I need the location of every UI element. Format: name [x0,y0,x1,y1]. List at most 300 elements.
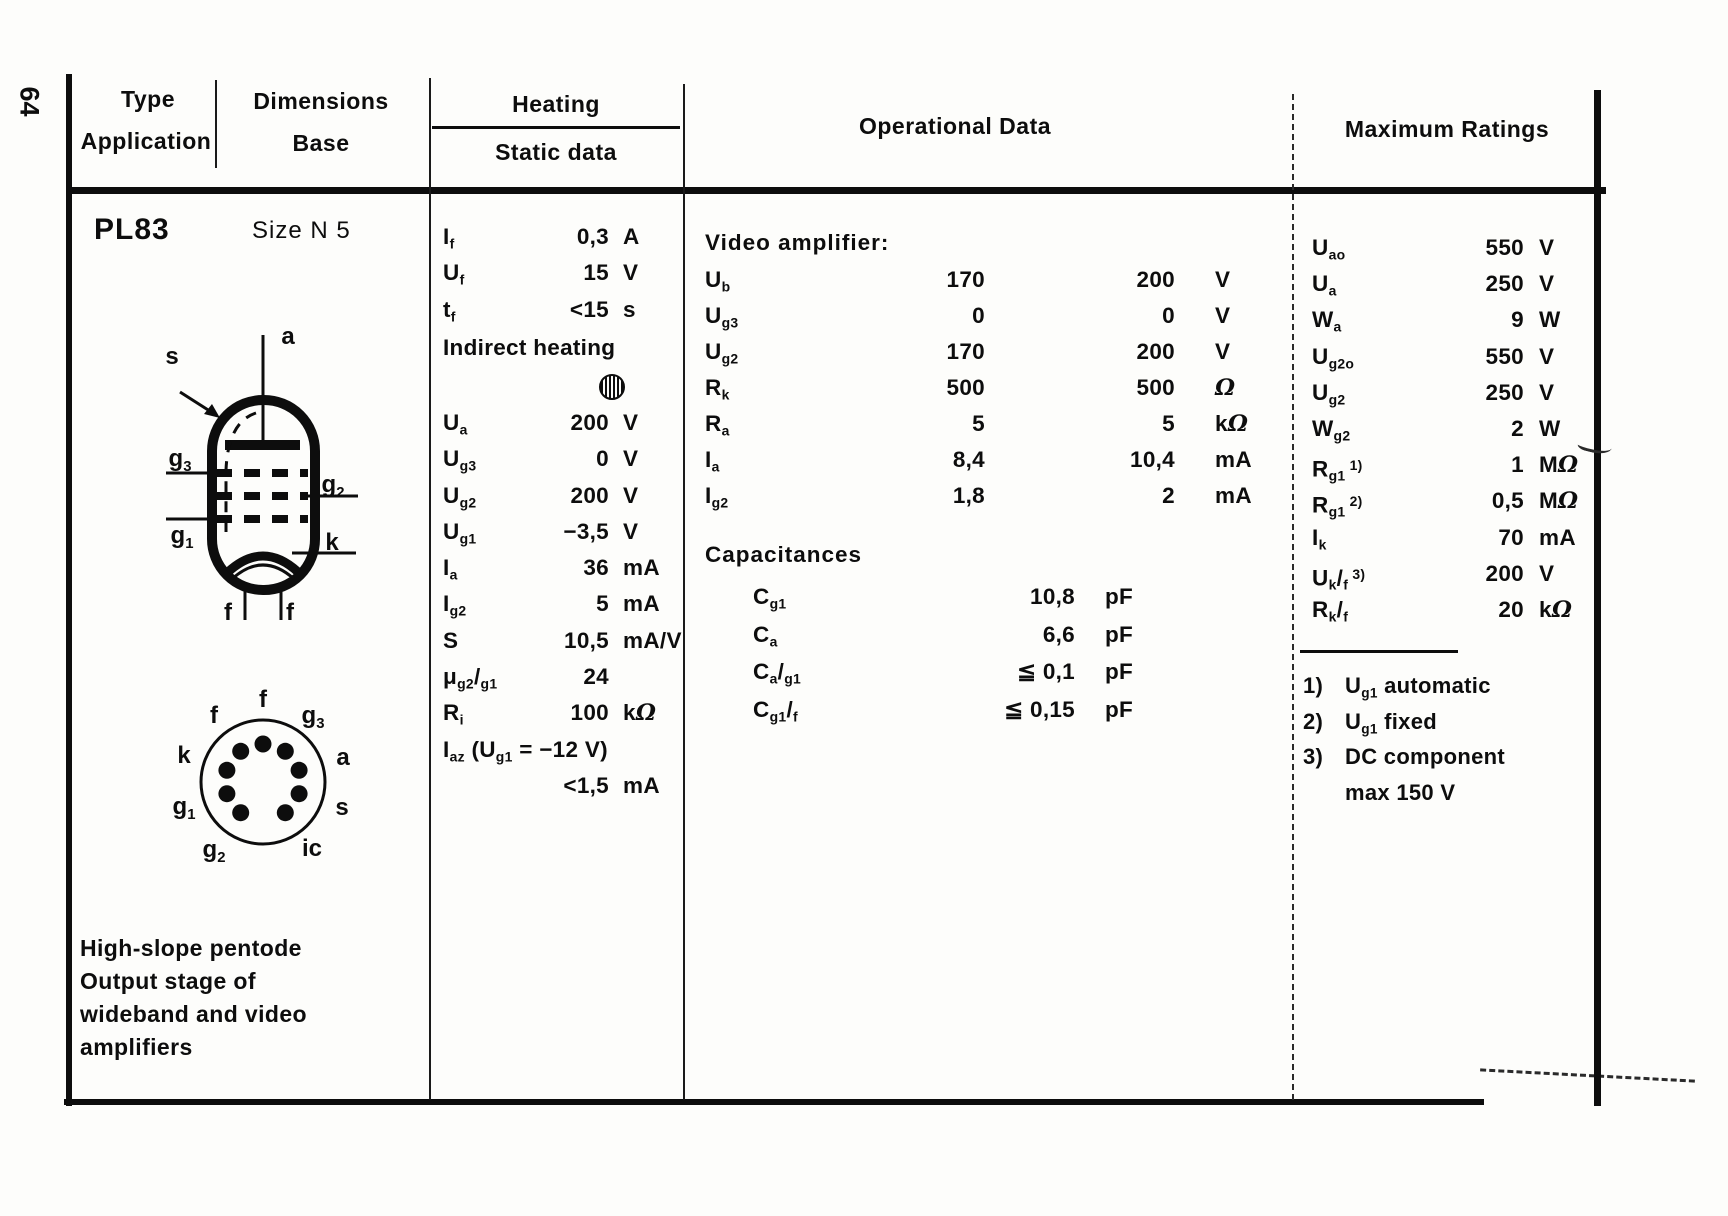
label-segment: / [473,664,481,690]
unit-char: m [623,772,644,798]
label-segment: U [443,518,460,544]
label-segment: U [1312,379,1329,405]
label-segment: f [450,308,456,325]
unit-char: W [1539,307,1561,333]
label-segment: f [449,235,455,252]
param-unit [1175,406,1248,442]
label-segment: U [443,482,460,508]
label-segment: f [210,702,218,729]
unit-char: F [1119,621,1134,647]
tube-size: Size N 5 [252,217,351,244]
unit-char: V [1215,303,1231,328]
unit-char: m [623,591,644,617]
pin-label-p7 [177,742,190,770]
label-segment: a [769,632,778,649]
param-value-condition1: 8,4 [952,447,985,472]
param-label [705,298,890,334]
param-unit [609,623,682,659]
divider-heating-operational [683,84,685,1100]
param-unit [1075,691,1133,729]
label-segment: U [705,267,722,292]
param-value-condition1: 0 [972,303,985,328]
footnote-text [1345,775,1455,811]
label-segment: (U [464,736,496,762]
param-label [705,478,890,514]
param-unit [609,219,640,255]
param-label [443,441,539,477]
label-segment: / [786,696,793,722]
param-value-condition2: 10,4 [1130,447,1175,472]
param-unit [1524,592,1572,628]
label-segment: 3) [1348,565,1366,582]
param-value: 550 [1485,343,1524,369]
unit-char: V [623,482,639,508]
footnote-text [1345,704,1437,740]
param-unit [1175,298,1230,334]
label-segment: g1 [459,530,477,547]
capacitances-table [705,578,1275,728]
label-segment: 1) [1345,457,1363,474]
param-value: 0 [596,446,609,472]
label-segment: R [705,411,722,436]
param-label [705,370,890,406]
label-segment: a [769,670,778,687]
label-segment: f [793,707,798,724]
param-row [443,586,683,622]
label-segment: t [443,296,451,322]
symbol-label-a [281,323,294,351]
unit-char: A [1559,524,1576,550]
header-dimensions: Dimensions [253,88,389,114]
param-label [753,691,983,729]
symbol-label-fl [224,599,232,627]
unit-char: Ω [1227,411,1249,437]
param-unit [1524,483,1578,519]
param-label [1312,266,1448,302]
pin-label-p5 [203,836,226,866]
param-label [443,550,539,586]
label-segment: a [281,323,295,350]
param-unit [1524,520,1576,556]
label-segment: f [1343,608,1349,625]
static-data-table [443,405,683,804]
param-unit [1175,334,1230,370]
label-segment: f [459,271,465,288]
param-label [705,334,890,370]
label-segment: g1 [1361,685,1378,701]
param-label [1312,592,1448,628]
param-row [705,616,1275,654]
param-row [705,370,1275,406]
label-segment: g2 [457,675,474,692]
param-unit [1524,447,1578,483]
video-amplifier-title: Video amplifier: [705,230,890,255]
param-value: 24 [583,664,609,690]
label-segment: I [705,483,712,508]
maximum-ratings-table [1312,230,1602,628]
unit-char: V [1215,267,1231,292]
param-unit [1075,578,1133,616]
label-segment: g1 [1328,467,1346,484]
label-segment: i [459,711,464,728]
unit-char: k [1215,411,1228,436]
param-label [443,659,539,695]
param-row [443,695,683,731]
label-segment: R [1312,456,1329,482]
header-heating: Heating [512,91,600,117]
unit-char: p [1105,621,1120,647]
param-unit [1524,302,1561,338]
param-value: 250 [1485,271,1524,297]
param-value: 70 [1498,524,1524,550]
label-segment: g2 [1328,391,1346,408]
label-segment: g1 [495,748,513,765]
label-segment: a [449,566,458,583]
label-segment: U [705,339,722,364]
label-segment: C [753,696,770,722]
label-segment: U [1312,271,1329,297]
label-segment: k [1328,576,1337,593]
param-unit [1524,230,1554,266]
unit-char: V [1215,339,1231,364]
param-row [705,406,1275,442]
label-segment: I [443,555,450,581]
label-segment: I [443,736,450,762]
divider-type-dimensions [215,80,217,168]
header-application: Application [80,128,212,154]
label-segment: I [705,447,712,472]
pin-label-p0 [259,686,267,714]
param-label [443,292,539,328]
param-unit [1075,653,1133,691]
unit-char: m [623,627,644,653]
param-value: 20 [1498,596,1524,622]
label-segment: a [459,421,468,438]
param-row [705,653,1275,691]
param-value [608,732,669,768]
operational-table [705,262,1275,514]
param-value: 6,6 [1042,621,1075,647]
param-label [443,732,608,768]
label-segment: s [165,343,179,370]
header-operational-data: Operational Data [858,113,1052,139]
param-label [443,514,539,550]
divider-base-heating [429,78,431,1100]
param-value-condition1: 500 [946,375,985,400]
label-segment: g2 [1333,427,1351,444]
param-unit [609,255,638,291]
label-segment: ao [1328,246,1346,263]
label-segment: g2o [1328,355,1355,372]
unit-char: W [1539,415,1561,441]
header-static-data: Static data [495,139,617,165]
label-segment: k [1328,608,1337,625]
param-value-condition1: 1,8 [952,483,985,508]
param-value: 250 [1485,379,1524,405]
header-bottom-rule [66,187,1606,194]
unit-char: Ω [1558,452,1579,479]
param-value: 0,5 [1491,488,1524,514]
label-segment: U [1345,708,1362,734]
label-segment: fixed [1377,708,1437,734]
param-value-condition2: 500 [1136,375,1175,400]
param-value: 2 [1511,415,1524,441]
description-line: amplifiers [80,1034,193,1060]
label-segment: g [172,793,188,821]
param-label [705,442,890,478]
param-row [1312,302,1602,338]
unit-char: Ω [1215,375,1236,401]
param-label [443,219,539,255]
unit-char: k [623,700,636,726]
footnote-number: 3) [1303,744,1324,770]
label-segment: / [777,659,785,684]
param-row [1312,339,1602,375]
indirect-heating-symbol-icon [599,374,625,400]
unit-char: m [1215,483,1236,508]
param-label [443,768,539,804]
param-unit [609,550,660,586]
footnote-row [1303,739,1603,775]
label-segment: 2) [1345,493,1363,510]
label-segment: a [721,422,730,439]
param-row [705,478,1275,514]
symbol-label-g2 [322,471,345,501]
param-row [443,441,683,477]
base-pinout-drawing [198,717,328,847]
label-segment: μ [443,664,458,690]
param-label [1312,375,1448,411]
unit-char: A [1235,483,1252,508]
param-unit [1175,370,1235,406]
unit-char: A [643,591,660,617]
param-value: 550 [1485,235,1524,260]
param-label [1312,339,1448,375]
footnote-separator [1300,650,1458,653]
label-segment: g1 [480,675,498,692]
param-label [443,623,539,659]
label-segment: I [1312,524,1319,550]
label-segment: C [753,621,770,647]
label-segment: az [449,748,465,765]
param-row [705,334,1275,370]
pin-label-p3 [335,794,348,822]
param-row [1312,375,1602,411]
pin-label-p6 [173,793,196,823]
param-value: 10,5 [564,627,609,653]
pin-label-p1 [302,702,325,732]
label-segment: R [705,375,722,400]
param-label [1312,411,1448,447]
param-row [705,298,1275,334]
label-segment: W [1312,307,1334,333]
param-label [753,616,983,654]
label-segment: g2 [721,350,739,367]
label-segment: b [721,278,731,295]
label-segment: U [443,446,460,472]
param-row [443,219,683,255]
param-row [1312,520,1602,556]
param-value: <1,5 [563,772,609,798]
param-row [443,292,683,328]
param-unit [1075,616,1133,654]
param-unit [609,586,660,622]
unit-char: m [1539,524,1560,550]
label-segment: U [705,303,722,328]
param-label [705,406,890,442]
unit-char: V [1539,560,1555,586]
label-segment: g2 [711,494,729,511]
header-maximum-ratings: Maximum Ratings [1344,116,1550,142]
label-segment: automatic [1377,673,1491,698]
symbol-label-k [325,529,338,557]
param-unit [1175,442,1252,478]
unit-char: V [666,627,682,653]
label-segment: f [1343,576,1349,593]
divider-operational-maximum [1292,94,1294,1100]
param-label [705,262,890,298]
unit-char: M [1539,488,1559,514]
description-line: Output stage of [80,968,256,994]
unit-char: p [1105,584,1120,609]
param-row [443,732,683,768]
footnotes [1303,668,1603,810]
param-unit [609,478,638,514]
param-value-condition2: 5 [1162,411,1175,436]
label-segment: a [1328,282,1337,299]
unit-char: / [659,627,667,653]
param-row [443,768,683,804]
param-value-condition2: 200 [1136,267,1175,292]
param-row [705,578,1275,616]
label-segment: f [224,599,232,626]
label-segment: g [168,445,184,473]
param-label [443,586,539,622]
label-segment: R [443,700,460,726]
param-label [443,405,539,441]
param-label [1312,483,1448,519]
unit-char: Ω [1551,596,1573,623]
unit-char: V [623,410,639,435]
param-row [705,262,1275,298]
table-bottom-border [64,1099,1484,1105]
param-unit [1524,411,1561,447]
param-value-condition1: 170 [946,339,985,364]
label-segment: g2 [449,602,467,619]
label-segment: g2 [459,494,477,511]
heating-header-underline [432,126,680,129]
label-segment: I [443,591,450,617]
label-segment: 3 [183,458,192,475]
label-segment: U [1312,343,1329,369]
label-segment: max 150 V [1345,779,1456,805]
param-row [1312,411,1602,447]
param-value: 10,8 [1030,584,1075,609]
scan-artifact-dashes [1480,1068,1695,1082]
param-value: 1 [1511,452,1524,478]
param-label [1312,447,1448,483]
param-value: 5 [596,591,609,617]
param-unit [1524,375,1554,411]
param-label [753,578,983,616]
param-row [443,623,683,659]
label-segment: U [1312,235,1329,260]
param-value-condition2: 2 [1162,483,1175,508]
param-unit [609,405,638,441]
param-value-condition1: 170 [946,267,985,292]
param-label [443,255,539,291]
label-segment: R [1312,596,1329,622]
footnote-text [1345,739,1505,775]
label-segment: C [753,584,770,609]
param-label [753,653,983,691]
application-description [80,932,307,1064]
capacitances-title: Capacitances [705,542,863,567]
label-segment: f [259,686,267,713]
label-segment: a [336,744,350,771]
param-value-condition2: 200 [1136,339,1175,364]
description-line: High-slope pentode [80,935,302,961]
page-number: 64 [14,86,45,117]
param-row [1312,556,1602,592]
footnote-row [1303,775,1603,811]
unit-char: A [623,224,640,249]
label-segment: U [443,260,460,286]
unit-char: s [623,296,636,322]
param-row [705,691,1275,729]
param-label [443,478,539,514]
param-row [1312,483,1602,519]
label-segment: g1 [784,670,802,687]
param-unit [1175,478,1252,514]
label-segment: k [325,529,339,556]
param-row [443,659,683,695]
label-segment: g3 [721,314,739,331]
unit-char: V [623,446,639,472]
footnote-row [1303,668,1603,704]
unit-char: A [643,772,660,798]
param-label [1312,230,1448,266]
param-row [1312,266,1602,302]
label-segment: ic [301,835,323,862]
param-value: <15 [569,296,609,322]
pin-label-p2 [336,744,349,772]
label-segment: g1 [1361,720,1378,736]
unit-char: m [623,555,644,581]
param-unit [609,514,638,550]
unit-char: A [1235,447,1252,472]
label-segment: g3 [459,457,477,474]
unit-char: p [1105,659,1120,684]
label-segment: I [443,224,450,249]
unit-char: m [1215,447,1236,472]
param-label [443,695,539,731]
param-unit [1524,556,1554,592]
unit-char: V [1539,343,1555,369]
param-label [1312,556,1448,592]
param-value: 15 [583,260,609,286]
param-row [1312,230,1602,266]
label-segment: 3 [316,715,325,732]
param-row [443,514,683,550]
unit-char: V [1539,271,1555,297]
param-value: ≦ 0,1 [1017,659,1075,684]
footnote-number: 1) [1303,673,1324,698]
description-line: wideband and video [80,1001,308,1027]
param-row [1312,592,1602,628]
label-segment: / [1336,564,1344,590]
symbol-label-g3 [169,445,192,475]
